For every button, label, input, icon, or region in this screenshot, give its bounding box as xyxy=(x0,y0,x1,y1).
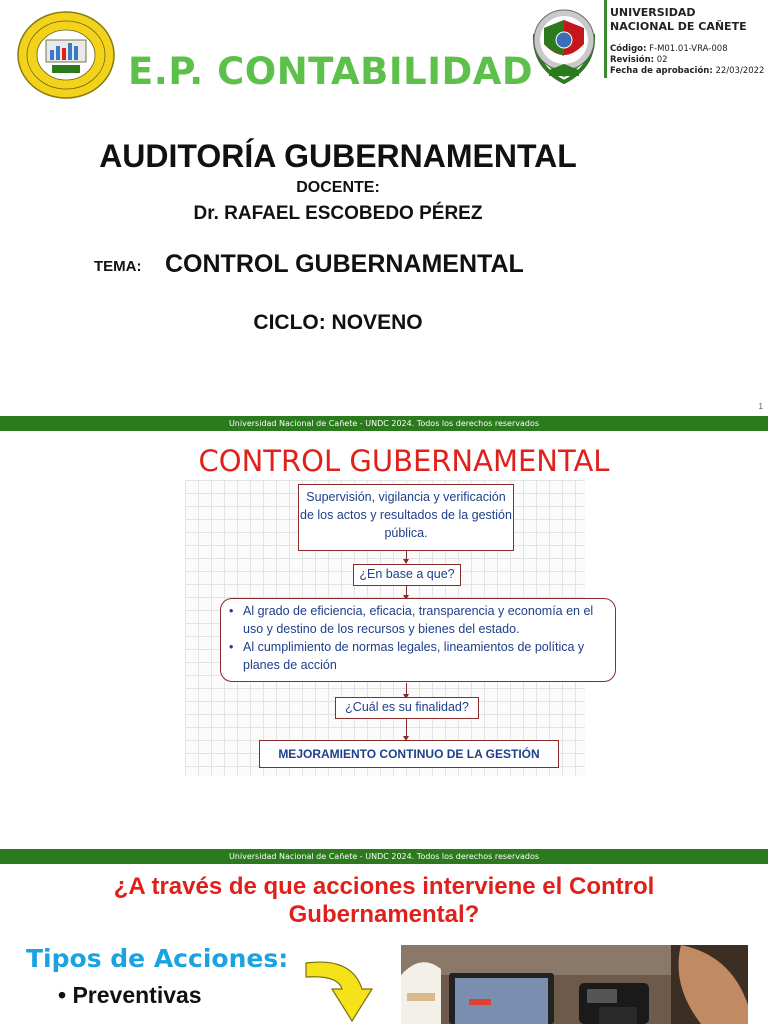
docente-label: DOCENTE: xyxy=(296,179,380,196)
basis-bullet-2: • Al cumplimiento de normas legales, lineamientos de política y planes de acción xyxy=(229,640,585,672)
arrow-down-3 xyxy=(406,683,407,695)
header-divider xyxy=(604,0,607,78)
control-flow-diagram xyxy=(185,480,594,776)
program-title: E.P. CONTABILIDAD xyxy=(128,50,534,93)
slide3-question-line1: ¿A través de que acciones interviene el Control xyxy=(113,873,655,900)
docente-name: Dr. RAFAEL ESCOBEDO PÉREZ xyxy=(193,203,483,224)
university-seal-logo xyxy=(16,10,116,100)
tema-label: TEMA: xyxy=(94,258,142,275)
approval-date: Fecha de aprobación: 22/03/2022 xyxy=(610,66,765,76)
footer-bar-2: Universidad Nacional de Cañete - UNDC 2024. Todos los derechos reservados xyxy=(0,849,768,864)
definition-box: Supervisión, vigilancia y verificación de los actos y resultados de la gestión pública. xyxy=(298,484,514,551)
basis-bullets-box xyxy=(220,598,616,682)
question-box-2: ¿Cuál es su finalidad? xyxy=(335,697,479,719)
university-name: UNIVERSIDAD NACIONAL DE CAÑETE xyxy=(610,6,747,33)
ciclo-text: CICLO: NOVENO xyxy=(253,311,423,334)
document-code: Código: F-M01.01-VRA-008 xyxy=(610,44,728,54)
tipos-title: Tipos de Acciones: xyxy=(26,944,289,973)
footer-bar-1: Universidad Nacional de Cañete - UNDC 2024. Todos los derechos reservados xyxy=(0,416,768,431)
final-goal-box: MEJORAMIENTO CONTINUO DE LA GESTIÓN xyxy=(259,740,559,768)
course-title: AUDITORÍA GUBERNAMENTAL xyxy=(99,138,577,174)
office-photo xyxy=(401,945,748,1024)
tema-value: CONTROL GUBERNAMENTAL xyxy=(165,250,524,278)
basis-bullet-1: • Al grado de eficiencia, eficacia, transparencia y economía en el uso y destino de los recursos y bienes del estado. xyxy=(229,604,594,636)
slide3-question-line2: Gubernamental? xyxy=(288,901,480,928)
action-type-item: • Preventivas xyxy=(58,982,202,1008)
document-revision: Revisión: 02 xyxy=(610,55,668,65)
arrow-down-1 xyxy=(406,550,407,560)
arrow-down-2 xyxy=(406,586,407,596)
arrow-down-4 xyxy=(406,719,407,737)
slide2-title: CONTROL GUBERNAMENTAL xyxy=(198,444,610,478)
curved-arrow-icon xyxy=(300,955,380,1024)
question-box-1: ¿En base a que? xyxy=(353,564,461,586)
page-number: 1 xyxy=(758,402,763,411)
university-crest-logo xyxy=(527,4,601,86)
